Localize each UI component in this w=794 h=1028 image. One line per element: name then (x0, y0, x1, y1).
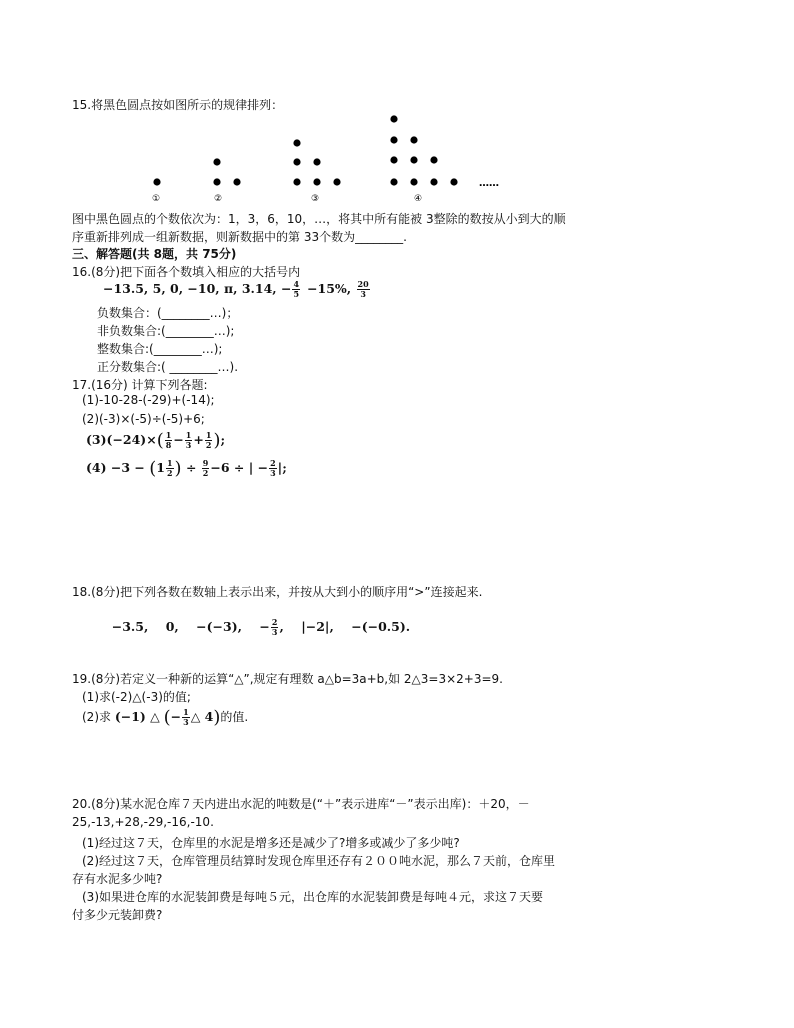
fraction: $\frac{9}{2}$ (202, 458, 209, 478)
dot (293, 178, 300, 185)
fraction: $\frac{2}{3}$ (270, 458, 276, 478)
dot (390, 136, 397, 143)
figure-label-1: ① (152, 194, 161, 204)
q20-data-line: 25,-13,+28,-29,-16,-10. (72, 815, 214, 829)
q19-title: 19.(8分)若定义一种新的运算“△”,规定有理数 a△b=3a+b,如 2△3=3×2+3=9. (72, 672, 503, 686)
section-heading: 三、解答题(共 8题，共 75分) (72, 247, 237, 261)
fraction: $\frac{1}{8}$ (165, 430, 172, 450)
dot (410, 178, 417, 185)
q20-part3-line2: 付多少元装卸费? (72, 908, 163, 922)
q16-title: 16.(8分)把下面各个数填入相应的大括号内 (72, 265, 301, 279)
integer-set-line: 整数集合:(________…); (97, 342, 223, 356)
q20-part2-line1: (2)经过这７天，仓库管理员结算时发现仓库里还存有２００吨水泥，那么７天前，仓库里 (82, 854, 556, 868)
figure-label-3: ③ (311, 194, 320, 204)
q16-numbers (103, 280, 371, 299)
q18-numbers: −3.5, 0, −(−3), − $\frac{2}{3}$ , |−2|, −(−0.5). (111, 617, 411, 637)
dot (410, 156, 417, 163)
q18-title: 18.(8分)把下列各数在数轴上表示出来，并按从大到小的顺序用“>”连接起来. (72, 585, 483, 599)
q19-part2: (2)求 (−1) △ (− $\frac{1}{3}$ △ 4)的值. (82, 707, 249, 728)
figure-label-4: ④ (414, 194, 423, 204)
dot (233, 178, 240, 185)
dot (313, 178, 320, 185)
dot (293, 158, 300, 165)
q20-part1: (1)经过这７天，仓库里的水泥是增多还是减少了?增多或减少了多少吨? (82, 836, 460, 850)
dot (333, 178, 340, 185)
fraction: $\frac{1}{3}$ (185, 430, 192, 450)
q19-part1: (1)求(-2)△(-3)的值; (82, 690, 191, 704)
q17-title: 17.(16分) 计算下列各题: (72, 378, 208, 392)
positive-fraction-set-line: 正分数集合:( ________…). (97, 360, 239, 374)
dot (313, 158, 320, 165)
fraction: $\frac{1}{2}$ (205, 430, 212, 450)
q20-title: 20.(8分)某水泥仓库７天内进出水泥的吨数是(“＋”表示进库“－”表示出库)：＋20，－ (72, 797, 530, 811)
dot (450, 178, 457, 185)
dot (410, 136, 417, 143)
continuation-ellipsis: …… (479, 178, 499, 189)
dot (390, 156, 397, 163)
q17-part4: (4) −3 − (1 $\frac{1}{2}$ ) ÷ $\frac{9}{2}$ −6 ÷ | − $\frac{2}{3}$ |; (86, 458, 287, 479)
q15-line2: 序重新排列成一组新数据，则新数据中的第 33个数为________. (72, 230, 407, 244)
nonnegative-set-line: 非负数集合:(________…); (97, 324, 235, 338)
dot (390, 178, 397, 185)
dot (213, 158, 220, 165)
q16-percent: −15%, (307, 281, 352, 296)
q16-number-list: −13.5, 5, 0, −10, π, 3.14, − (103, 281, 292, 296)
dot (153, 178, 160, 185)
dot-pattern-figure (140, 110, 520, 210)
fraction: $\frac{2}{3}$ (271, 617, 278, 637)
q20-part2-line2: 存有水泥多少吨? (72, 872, 163, 886)
dot (213, 178, 220, 185)
q17-part3: (3)(−24)×( $\frac{1}{8}$ − $\frac{1}{3}$ + $\frac{1}{2}$ ); (86, 430, 226, 451)
dot (390, 115, 397, 122)
q15-line1: 图中黑色圆点的个数依次为：1，3，6，10，…，将其中所有能被 3整除的数按从小到大的顺 (72, 212, 566, 226)
q15-title: 15.将黑色圆点按如图所示的规律排列： (72, 98, 284, 112)
fraction: $\frac{4}{5}$ (293, 279, 300, 299)
q17-part2: (2)(-3)×(-5)÷(-5)+6; (82, 412, 205, 426)
figure-label-2: ② (214, 194, 223, 204)
fraction: $\frac{1}{3}$ (183, 707, 189, 727)
q20-part3-line1: (3)如果进仓库的水泥装卸费是每吨５元，出仓库的水泥装卸费是每吨４元，求这７天要 (82, 890, 544, 904)
dot (430, 156, 437, 163)
fraction: $\frac{1}{2}$ (166, 458, 173, 478)
dot (293, 139, 300, 146)
fraction: $\frac{20}{3}$ (357, 279, 369, 299)
q17-part1: (1)-10-28-(-29)+(-14); (82, 393, 215, 407)
negative-set-line: 负数集合：(________…)； (97, 306, 239, 320)
dot (430, 178, 437, 185)
